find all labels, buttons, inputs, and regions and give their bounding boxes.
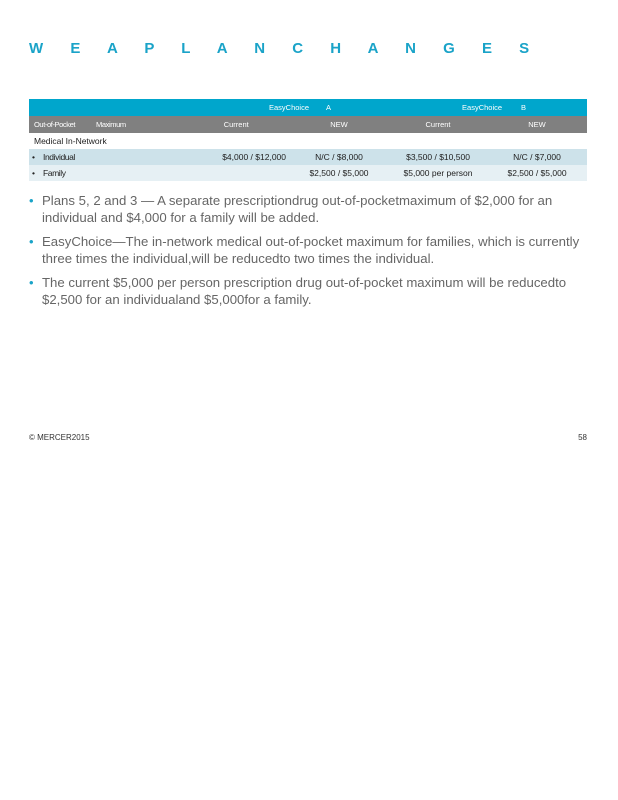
header-plan-a: [119, 99, 389, 116]
header-b-current: Current: [389, 116, 487, 133]
table-header-plans: [29, 99, 587, 116]
header-plan-a-name: EasyChoice: [269, 103, 310, 112]
cell-a-current: $4,000 / $12,000: [119, 149, 289, 165]
cell-a-current: [119, 165, 289, 181]
header-plan-b-name: EasyChoice: [462, 103, 503, 112]
header-a-new: NEW: [289, 116, 389, 133]
row-label-cell: [29, 149, 119, 165]
note-text: EasyChoice—The in-network medical out-of-pocket maximum for families, which is currently three times the individual,will be reducedto two times the individual.: [42, 234, 580, 266]
row-bullet: •: [32, 152, 35, 162]
cell-b-current: $3,500 / $10,500: [389, 149, 487, 165]
header-a-current: Current: [223, 120, 249, 129]
table-row: [29, 149, 587, 165]
list-item: [29, 192, 591, 226]
cell-b-current: $5,000 per person: [389, 165, 487, 181]
header-plan-a-letter: A: [326, 103, 332, 112]
header-b-new: NEW: [487, 116, 587, 133]
note-text: Plans 5, 2 and 3 — A separate prescriptiondrug out-of-pocketmaximum of $2,000 for an individual and $4,000 for a family will be added.: [42, 193, 553, 225]
cell-b-new: $2,500 / $5,000: [487, 165, 587, 181]
bullet-dot: •: [29, 275, 34, 290]
cell-b-new: N/C / $7,000: [487, 149, 587, 165]
header-oop-label: [29, 116, 289, 133]
table-row: [29, 165, 587, 181]
header-blank-cell: [29, 99, 119, 116]
note-text: The current $5,000 per person prescription drug out-of-pocket maximum will be reducedto $2,500 for an individualand $5,000for a family.: [42, 275, 567, 307]
section-row: [29, 133, 587, 149]
page-number: 58: [578, 433, 587, 442]
page-title: W E A P L A N C H A N G E S: [29, 40, 541, 57]
header-oop-label-part2: Maximum: [96, 120, 126, 129]
header-oop-label-part1: Out-of-Pocket: [34, 120, 76, 129]
row-label-cell: [29, 165, 119, 181]
bullet-dot: •: [29, 193, 34, 208]
cell-a-new: $2,500 / $5,000: [289, 165, 389, 181]
table-header-columns: [29, 116, 587, 133]
header-plan-b-letter: B: [521, 103, 527, 112]
row-label: Family: [43, 168, 66, 178]
row-bullet: •: [32, 168, 35, 178]
header-plan-b: [389, 99, 587, 116]
copyright-footer: © MERCER2015: [29, 433, 90, 442]
plan-changes-table: [29, 99, 587, 181]
list-item: [29, 233, 591, 267]
section-label: Medical In-Network: [29, 133, 587, 149]
change-notes-list: [29, 192, 591, 315]
bullet-dot: •: [29, 234, 34, 249]
list-item: [29, 274, 591, 308]
row-label: Individual: [43, 152, 75, 162]
cell-a-new: N/C / $8,000: [289, 149, 389, 165]
